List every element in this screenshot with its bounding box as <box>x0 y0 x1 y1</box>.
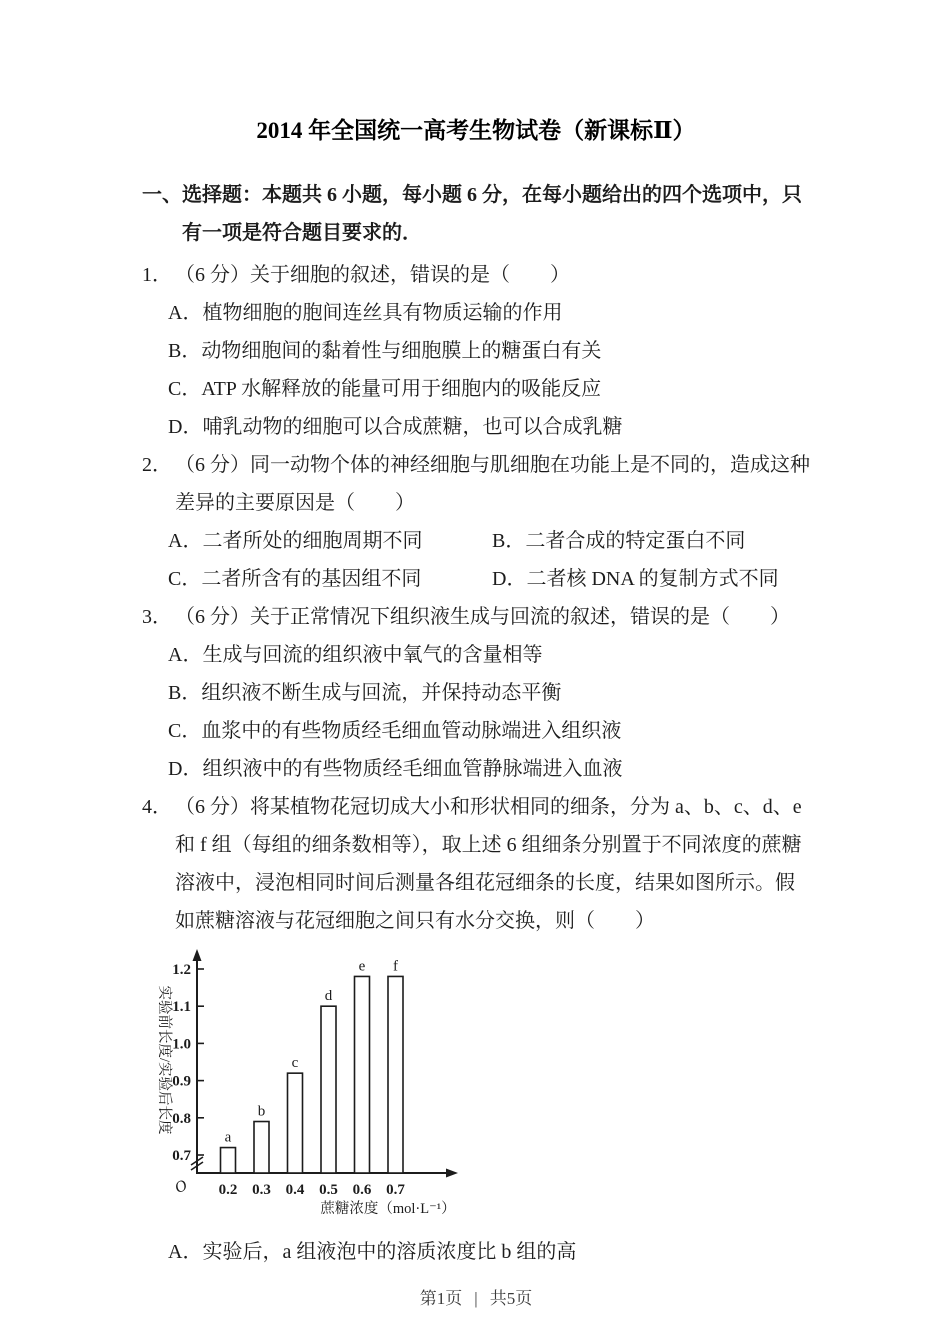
svg-text:1.1: 1.1 <box>172 999 191 1016</box>
svg-text:0.8: 0.8 <box>172 1110 191 1127</box>
question-2-option-b: B．二者合成的特定蛋白不同 <box>492 530 746 552</box>
question-3 <box>142 598 810 788</box>
question-3-stem: （6 分）关于正常情况下组织液生成与回流的叙述，错误的是（ ） <box>175 606 790 628</box>
section-number: 一、 <box>142 184 182 206</box>
svg-text:f: f <box>393 958 398 975</box>
svg-text:0.5: 0.5 <box>319 1182 338 1198</box>
section-heading <box>142 176 810 252</box>
footer-total-pages: 共5页 <box>489 1289 533 1308</box>
question-2-option-d: D．二者核 DNA 的复制方式不同 <box>492 568 779 590</box>
svg-text:蔗糖浓度（mol·L⁻¹）: 蔗糖浓度（mol·L⁻¹） <box>320 1201 456 1217</box>
svg-text:0.9: 0.9 <box>172 1073 191 1090</box>
question-2-stem: （6 分）同一动物个体的神经细胞与肌细胞在功能上是不同的，造成这种差异的主要原因是（ ） <box>175 454 810 514</box>
svg-text:0.7: 0.7 <box>172 1148 191 1164</box>
question-4-stem: （6 分）将某植物花冠切成大小和形状相同的细条，分为 a、b、c、d、e 和 f 组（每组的细条数相等），取上述 6 组细条分别置于不同浓度的蔗糖溶液中，浸泡相同时间后测量各组花冠细条的长度，结果如图所示。假如蔗糖溶液与花冠细胞之间只有水分交换，则（ ） <box>175 796 802 932</box>
question-4 <box>142 788 810 1271</box>
question-2-number: 2． <box>142 454 172 476</box>
svg-text:d: d <box>324 988 333 1005</box>
svg-text:a: a <box>224 1129 232 1146</box>
question-3-option-d: D．组织液中的有些物质经毛细血管静脉端进入血液 <box>168 758 623 780</box>
question-1-option-d: D．哺乳动物的细胞可以合成蔗糖，也可以合成乳糖 <box>168 416 623 438</box>
svg-text:实验前长度/实验后长度: 实验前长度/实验后长度 <box>156 985 172 1135</box>
question-1-option-b: B．动物细胞间的黏着性与细胞膜上的糖蛋白有关 <box>168 340 602 362</box>
question-2 <box>142 446 810 598</box>
svg-text:O: O <box>172 1176 190 1198</box>
svg-text:0.4: 0.4 <box>285 1182 305 1198</box>
svg-text:c: c <box>291 1055 299 1072</box>
question-1-option-a: A．植物细胞的胞间连丝具有物质运输的作用 <box>168 302 563 324</box>
footer-current-page: 第1页 <box>419 1289 463 1308</box>
svg-text:0.3: 0.3 <box>252 1182 271 1198</box>
svg-text:0.6: 0.6 <box>352 1182 372 1198</box>
svg-text:e: e <box>358 958 366 975</box>
question-3-option-b: B．组织液不断生成与回流，并保持动态平衡 <box>168 682 562 704</box>
question-1 <box>142 256 810 446</box>
section-text: 选择题：本题共 6 小题，每小题 6 分，在每小题给出的四个选项中，只有一项是符合题目要求的． <box>182 184 802 244</box>
question-1-option-c: C．ATP 水解释放的能量可用于细胞内的吸能反应 <box>168 378 602 400</box>
question-2-option-c: C．二者所含有的基因组不同 <box>168 568 422 590</box>
svg-text:0.7: 0.7 <box>386 1182 405 1198</box>
question-1-number: 1． <box>142 264 172 286</box>
page-footer <box>142 1287 810 1311</box>
svg-text:0.2: 0.2 <box>218 1182 238 1198</box>
bar-chart <box>148 948 500 1220</box>
question-3-option-c: C．血浆中的有些物质经毛细血管动脉端进入组织液 <box>168 720 622 742</box>
question-4-option-a: A．实验后，a 组液泡中的溶质浓度比 b 组的高 <box>168 1241 577 1263</box>
question-1-stem: （6 分）关于细胞的叙述，错误的是（ ） <box>175 264 570 286</box>
svg-text:1.2: 1.2 <box>172 962 191 978</box>
question-3-option-a: A．生成与回流的组织液中氧气的含量相等 <box>168 644 543 666</box>
question-4-number: 4． <box>142 796 172 818</box>
svg-text:1.0: 1.0 <box>172 1036 191 1053</box>
page-title: 2014 年全国统一高考生物试卷（新课标Ⅱ） <box>256 118 696 143</box>
q4-figure <box>148 948 810 1233</box>
question-3-number: 3． <box>142 606 172 628</box>
question-2-option-a: A．二者所处的细胞周期不同 <box>168 530 423 552</box>
svg-text:b: b <box>257 1103 266 1120</box>
footer-separator: | <box>474 1289 478 1308</box>
